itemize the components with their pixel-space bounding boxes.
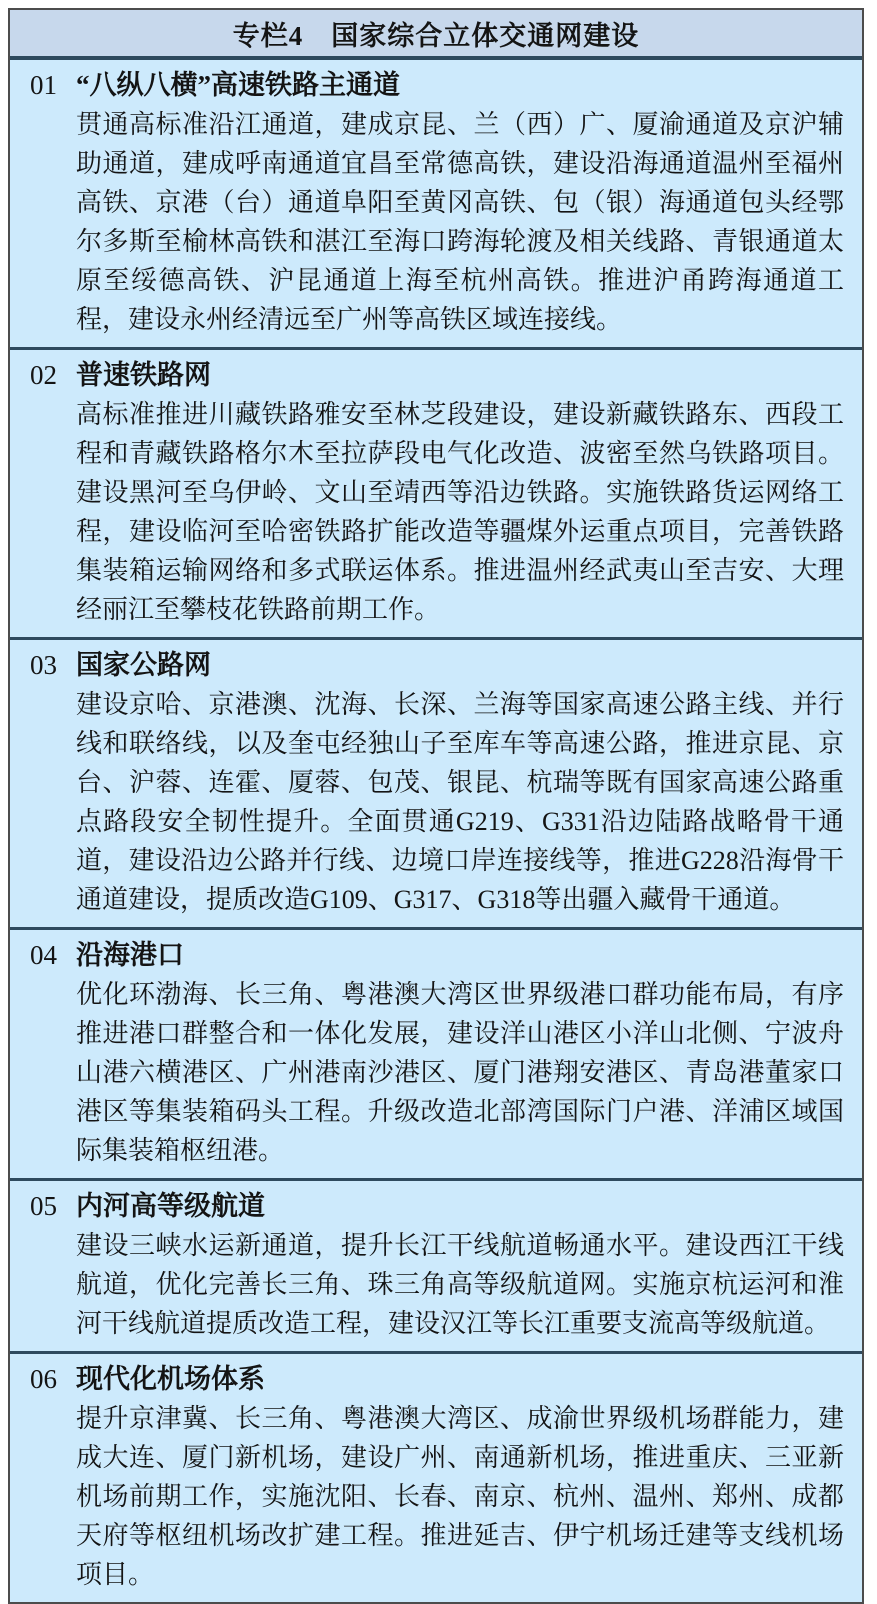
section-01-number: 01 [30,70,57,100]
section-03-number: 03 [30,650,57,680]
section-03-heading: 国家公路网 [76,650,211,680]
section-04-body: 优化环渤海、长三角、粤港澳大湾区世界级港口群功能布局，有序推进港口群整合和一体化发展，建设洋山港区小洋山北侧、宁波舟山港六横港区、广州港南沙港区、厦门港翔安港区、青岛港董家口港区等集装箱码头工程。升级改造北部湾国际门户港、洋浦区域国际集装箱枢纽港。 [76,980,844,1165]
section-02-header [30,356,844,395]
section-05 [10,1178,862,1351]
section-03-header [30,646,844,685]
section-06 [10,1351,862,1602]
section-02 [10,347,862,637]
section-05-body: 建设三峡水运新通道，提升长江干线航道畅通水平。建设西江干线航道，优化完善长三角、珠三角高等级航道网。实施京杭运河和淮河干线航道提质改造工程，建设汉江等长江重要支流高等级航道。 [76,1231,844,1338]
section-01-heading: “八纵八横”高速铁路主通道 [76,70,400,100]
section-03 [10,637,862,927]
section-06-body: 提升京津冀、长三角、粤港澳大湾区、成渝世界级机场群能力，建成大连、厦门新机场，建设广州、南通新机场，推进重庆、三亚新机场前期工作，实施沈阳、长春、南京、杭州、温州、郑州、成都天府等枢纽机场改扩建工程。推进延吉、伊宁机场迁建等支线机场项目。 [76,1404,844,1589]
section-06-number: 06 [30,1364,57,1394]
section-03-body: 建设京哈、京港澳、沈海、长深、兰海等国家高速公路主线、并行线和联络线，以及奎屯经独山子至库车等高速公路，推进京昆、京台、沪蓉、连霍、厦蓉、包茂、银昆、杭瑞等既有国家高速公路重点路段安全韧性提升。全面贯通G219、G331沿边陆路战略骨干通道，建设沿边公路并行线、边境口岸连接线等，推进G228沿海骨干通道建设，提质改造G109、G317、G318等出疆入藏骨干通道。 [76,690,844,914]
section-01-body: 贯通高标准沿江通道，建成京昆、兰（西）广、厦渝通道及京沪辅助通道，建成呼南通道宜昌至常德高铁，建设沿海通道温州至福州高铁、京港（台）通道阜阳至黄冈高铁、包（银）海通道包头经鄂尔多斯至榆林高铁和湛江至海口跨海轮渡及相关线路、青银通道太原至绥德高铁、沪昆通道上海至杭州高铁。推进沪甬跨海通道工程，建设永州经清远至广州等高铁区域连接线。 [76,110,844,334]
section-02-heading: 普速铁路网 [76,360,211,390]
section-01 [10,60,862,347]
panel-title-bar [10,10,862,60]
section-04-header [30,936,844,975]
section-05-number: 05 [30,1191,57,1221]
panel-title: 专栏4 国家综合立体交通网建设 [232,20,640,51]
section-04-number: 04 [30,940,57,970]
section-01-header [30,66,844,105]
section-02-number: 02 [30,360,57,390]
section-05-header [30,1187,844,1226]
section-05-heading: 内河高等级航道 [76,1191,265,1221]
section-06-header [30,1360,844,1399]
section-06-heading: 现代化机场体系 [76,1364,265,1394]
column-box-panel [8,8,864,1604]
section-02-body: 高标准推进川藏铁路雅安至林芝段建设，建设新藏铁路东、西段工程和青藏铁路格尔木至拉萨段电气化改造、波密至然乌铁路项目。建设黑河至乌伊岭、文山至靖西等沿边铁路。实施铁路货运网络工程，建设临河至哈密铁路扩能改造等疆煤外运重点项目，完善铁路集装箱运输网络和多式联运体系。推进温州经武夷山至吉安、大理经丽江至攀枝花铁路前期工作。 [76,400,844,624]
section-04 [10,927,862,1178]
section-04-heading: 沿海港口 [76,940,184,970]
